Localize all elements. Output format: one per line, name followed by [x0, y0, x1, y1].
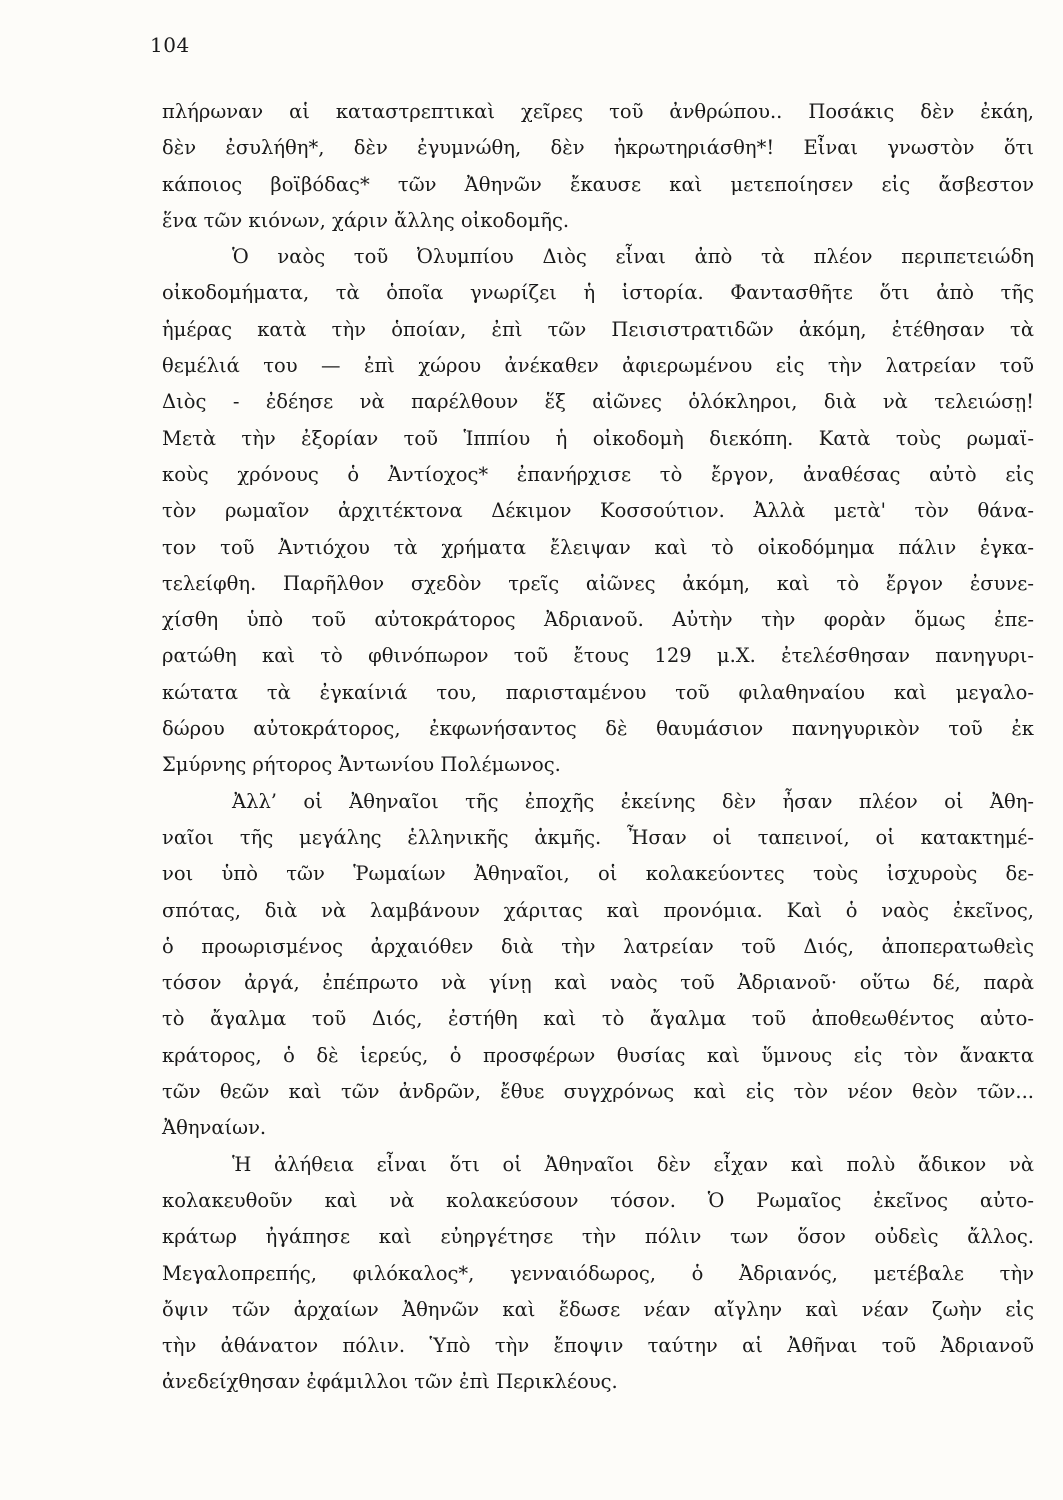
text-line: τὸν ρωμαῖον ἀρχιτέκτονα Δέκιμον Κοσσούτιον. Ἀλλὰ μετὰ' τὸν θάνα- — [162, 499, 1034, 523]
text-line: ὁ προωρισμένος ἀρχαιόθεν διὰ τὴν λατρείαν τοῦ Διός, ἀποπερατωθεὶς — [162, 934, 1034, 958]
body-text — [162, 94, 1034, 1401]
text-line: ἕνα τῶν κιόνων, χάριν ἄλλης οἰκοδομῆς. — [162, 208, 570, 232]
text-line: Ὁ ναὸς τοῦ Ὀλυμπίου Διὸς εἶναι ἀπὸ τὰ πλέον περιπετειώδη — [232, 245, 1034, 269]
text-line: Ἀθηναίων. — [162, 1116, 267, 1140]
text-line: Διὸς - ἐδέησε νὰ παρέλθουν ἕξ αἰῶνες ὁλόκληροι, διὰ νὰ τελειώσῃ! — [162, 390, 1034, 414]
text-line: νοι ὑπὸ τῶν Ῥωμαίων Ἀθηναῖοι, οἱ κολακεύοντες τοὺς ἰσχυροὺς δε- — [162, 862, 1034, 886]
text-line: πλήρωναν αἱ καταστρεπτικαὶ χεῖρες τοῦ ἀνθρώπου.. Ποσάκις δὲν ἐκάη, — [162, 100, 1034, 123]
text-line: Μετὰ τὴν ἐξορίαν τοῦ Ἱππίου ἡ οἰκοδομὴ διεκόπη. Κατὰ τοὺς ρωμαϊ- — [162, 426, 1034, 450]
text-line: ὄψιν τῶν ἀρχαίων Ἀθηνῶν καὶ ἔδωσε νέαν αἴγλην καὶ νέαν ζωὴν εἰς — [162, 1297, 1034, 1321]
text-line: Ἀλλ’ οἱ Ἀθηναῖοι τῆς ἐποχῆς ἐκείνης δὲν ἦσαν πλέον οἱ Ἀθη- — [232, 789, 1034, 813]
text-line: κάποιος βοϊβόδας* τῶν Ἀθηνῶν ἔκαυσε καὶ μετεποίησεν εἰς ἄσβεστον — [162, 172, 1034, 196]
text-line: ἡμέρας κατὰ τὴν ὁποίαν, ἐπὶ τῶν Πεισιστρατιδῶν ἀκόμη, ἐτέθησαν τὰ — [162, 317, 1034, 341]
text-line: κολακευθοῦν καὶ νὰ κολακεύσουν τόσον. Ὁ Ρωμαῖος ἐκεῖνος αὐτο- — [162, 1188, 1034, 1212]
text-line: Ἡ ἀλήθεια εἶναι ὅτι οἱ Ἀθηναῖοι δὲν εἶχαν καὶ πολὺ ἄδικον νὰ — [232, 1152, 1034, 1176]
text-line: τόσον ἀργά, ἐπέπρωτο νὰ γίνῃ καὶ ναὸς τοῦ Ἀδριανοῦ· οὕτω δέ, παρὰ — [162, 971, 1034, 995]
text-line: ἀνεδείχθησαν ἐφάμιλλοι τῶν ἐπὶ Περικλέους. — [162, 1370, 618, 1394]
text-line: Σμύρνης ρήτορος Ἀντωνίου Πολέμωνος. — [162, 753, 561, 777]
text-line: τὴν ἀθάνατον πόλιν. Ὑπὸ τὴν ἔποψιν ταύτην αἱ Ἀθῆναι τοῦ Ἀδριανοῦ — [162, 1334, 1034, 1358]
text-line: τον τοῦ Ἀντιόχου τὰ χρήματα ἔλειψαν καὶ τὸ οἰκοδόμημα πάλιν ἐγκα- — [162, 535, 1034, 559]
text-line: δώρου αὐτοκράτορος, ἐκφωνήσαντος δὲ θαυμάσιον πανηγυρικὸν τοῦ ἐκ — [162, 717, 1034, 741]
text-line: οἰκοδομήματα, τὰ ὁποῖα γνωρίζει ἡ ἱστορία. Φαντασθῆτε ὅτι ἀπὸ τῆς — [162, 281, 1034, 305]
text-line: δὲν ἐσυλήθη*, δὲν ἐγυμνώθη, δὲν ἠκρωτηριάσθη*! Εἶναι γνωστὸν ὅτι — [162, 136, 1034, 160]
text-line: σπότας, διὰ νὰ λαμβάνουν χάριτας καὶ προνόμια. Καὶ ὁ ναὸς ἐκεῖνος, — [162, 898, 1034, 922]
text-line: ναῖοι τῆς μεγάλης ἑλληνικῆς ἀκμῆς. Ἦσαν οἱ ταπεινοί, οἱ κατακτημέ- — [162, 825, 1034, 849]
text-line: κώτατα τὰ ἐγκαίνιά του, παρισταμένου τοῦ φιλαθηναίου καὶ μεγαλο- — [162, 680, 1034, 704]
text-line: χίσθη ὑπὸ τοῦ αὐτοκράτορος Ἀδριανοῦ. Αὐτὴν τὴν φορὰν ὅμως ἐπε- — [162, 608, 1034, 632]
text-line: κοὺς χρόνους ὁ Ἀντίοχος* ἐπανήρχισε τὸ ἔργον, ἀναθέσας αὐτὸ εἰς — [162, 462, 1034, 486]
text-line: ρατώθη καὶ τὸ φθινόπωρον τοῦ ἔτους 129 μ.Χ. ἐτελέσθησαν πανηγυρι- — [162, 644, 1034, 668]
text-line: Μεγαλοπρεπής, φιλόκαλος*, γενναιόδωρος, ὁ Ἀδριανός, μετέβαλε τὴν — [162, 1261, 1034, 1285]
text-line: θεμέλιά του — ἐπὶ χώρου ἀνέκαθεν ἀφιερωμένου εἰς τὴν λατρείαν τοῦ — [162, 354, 1034, 378]
page-number: 104 — [150, 33, 190, 57]
text-line: τελείφθη. Παρῆλθον σχεδὸν τρεῖς αἰῶνες ἀκόμη, καὶ τὸ ἔργον ἐσυνε- — [162, 571, 1034, 595]
text-line: τῶν θεῶν καὶ τῶν ἀνδρῶν, ἔθυε συγχρόνως καὶ εἰς τὸν νέον θεὸν τῶν... — [162, 1080, 1034, 1104]
text-line: κράτωρ ἠγάπησε καὶ εὐηργέτησε τὴν πόλιν των ὅσον οὐδεὶς ἄλλος. — [162, 1225, 1034, 1249]
text-line: κράτορος, ὁ δὲ ἱερεύς, ὁ προσφέρων θυσίας καὶ ὕμνους εἰς τὸν ἄνακτα — [162, 1043, 1034, 1067]
text-line: τὸ ἄγαλμα τοῦ Διός, ἐστήθη καὶ τὸ ἄγαλμα τοῦ ἀποθεωθέντος αὐτο- — [162, 1007, 1034, 1031]
